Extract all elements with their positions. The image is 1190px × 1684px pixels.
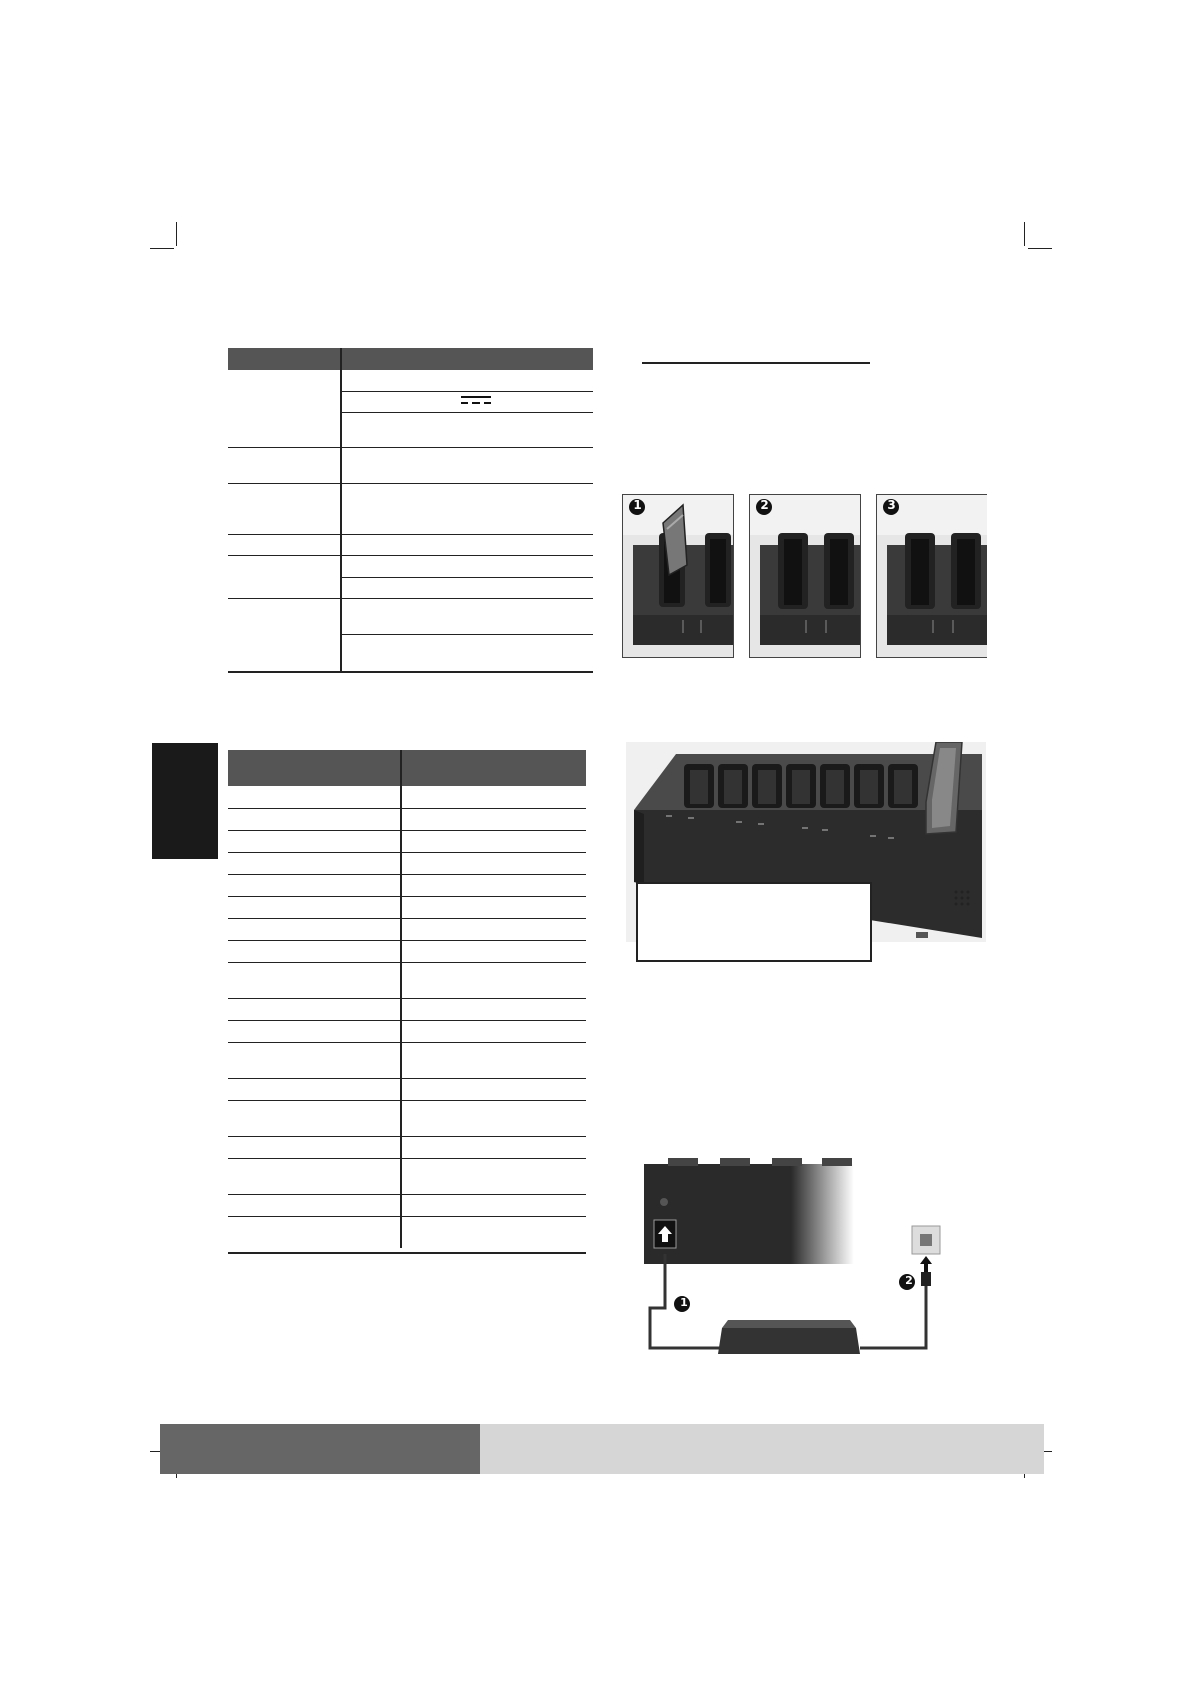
model-table-rule — [228, 1136, 586, 1137]
model-table-rule — [228, 940, 586, 941]
model-table-rule — [228, 962, 586, 963]
model-table-rule — [228, 1078, 586, 1079]
power-connection-image — [636, 1158, 976, 1358]
model-table-rule — [228, 808, 586, 809]
connection-step-2: 2 — [905, 1274, 913, 1287]
spec-table-divider — [340, 348, 342, 672]
crop-mark-top-right-v — [1024, 222, 1025, 246]
crop-mark-top-left-v — [176, 222, 177, 246]
step-number-1: 1 — [633, 498, 642, 512]
model-table-rule — [228, 874, 586, 875]
model-table-rule — [228, 852, 586, 853]
spec-table-rule — [341, 634, 593, 635]
spec-table-rule — [228, 447, 593, 448]
step-photo-3 — [876, 494, 987, 658]
callout-box — [636, 882, 872, 962]
spec-table-header — [228, 348, 593, 370]
dc-symbol-icon — [460, 394, 492, 406]
model-table-rule — [228, 830, 586, 831]
model-table-rule — [228, 1216, 586, 1217]
model-table-rule — [228, 1252, 586, 1254]
spec-table-rule — [228, 483, 593, 484]
model-table-divider — [400, 750, 402, 1248]
crop-mark-top-left-h — [150, 248, 174, 249]
spec-table-rule — [341, 412, 593, 413]
model-table-rule — [228, 918, 586, 919]
model-table-rule — [228, 1042, 586, 1043]
spec-table-rule — [341, 577, 593, 578]
crop-mark-top-right-h — [1028, 248, 1052, 249]
model-table-header — [228, 750, 586, 786]
spec-table-rule — [228, 598, 593, 599]
model-table-rule — [228, 896, 586, 897]
step-photo-2 — [749, 494, 861, 658]
model-table-rule — [228, 1158, 586, 1159]
connection-step-1: 1 — [680, 1296, 688, 1309]
footer-bar-dark — [160, 1424, 480, 1474]
model-table-rule — [228, 1100, 586, 1101]
footer-bar-light — [480, 1424, 1044, 1474]
spec-table-rule — [228, 671, 593, 673]
step-number-2: 2 — [760, 498, 769, 512]
spec-table-rule — [228, 534, 593, 535]
language-tab — [152, 743, 218, 859]
model-table-rule — [228, 1194, 586, 1195]
spec-table-rule — [228, 555, 593, 556]
model-table-rule — [228, 1020, 586, 1021]
spec-table-rule — [341, 391, 593, 392]
step-number-3: 3 — [887, 498, 896, 512]
model-table-rule — [228, 998, 586, 999]
section-heading-underline — [642, 362, 870, 364]
step-photo-1 — [622, 494, 734, 658]
